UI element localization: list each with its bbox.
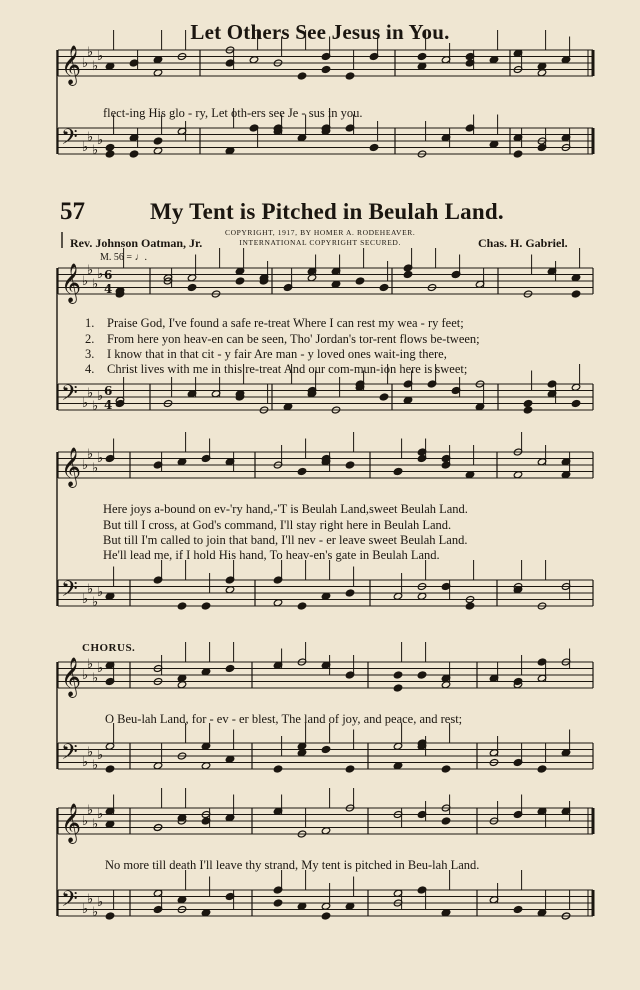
chorus-label: CHORUS. <box>82 642 136 654</box>
svg-text:4: 4 <box>104 398 113 412</box>
verse-3-line-1: 3. I know that in that cit - y fair Are man - y loved ones wait-ing there, <box>85 347 447 361</box>
verse-1-line-1: 1. Praise God, I've found a safe re-treat Where I can rest my wea - ry feet; <box>85 316 464 330</box>
svg-text:♭: ♭ <box>92 143 99 158</box>
previous-hymn-lyric: flect-ing His glo - ry, Let oth-ers see Je - sus in you. <box>103 106 363 120</box>
svg-text:𝄢: 𝄢 <box>61 577 78 607</box>
author-credit: Rev. Johnson Oatman, Jr. <box>70 236 203 250</box>
chorus-line-1: O Beu-lah Land, for - ev - er blest, The land of joy, and peace, and rest; <box>105 712 463 726</box>
svg-text:♭: ♭ <box>82 396 89 411</box>
svg-text:♭: ♭ <box>92 277 99 292</box>
verse-1-line-2: Here joys a-bound on ev-'ry hand,-'T is Beulah Land,sweet Beulah Land. <box>103 502 468 516</box>
svg-text:♭: ♭ <box>97 451 104 466</box>
svg-text:𝄢: 𝄢 <box>61 887 78 917</box>
svg-text:♭: ♭ <box>87 130 94 145</box>
svg-text:♭: ♭ <box>82 56 89 71</box>
svg-text:♭: ♭ <box>92 59 99 74</box>
verse-2-line-1: 2. From here yon heav-en can be seen, Tho' Jordan's tor-rent flows be-tween; <box>85 332 480 346</box>
svg-text:♭: ♭ <box>97 585 104 600</box>
svg-text:♭: ♭ <box>87 657 94 672</box>
svg-text:𝄢: 𝄢 <box>61 740 78 770</box>
svg-text:♭: ♭ <box>82 274 89 289</box>
hymn-title: My Tent is Pitched in Beulah Land. <box>150 199 504 224</box>
svg-text:♭: ♭ <box>87 45 94 60</box>
svg-text:♭: ♭ <box>82 814 89 829</box>
svg-text:♭: ♭ <box>87 447 94 462</box>
svg-text:♭: ♭ <box>97 49 104 64</box>
svg-text:♭: ♭ <box>97 133 104 148</box>
svg-text:𝄢: 𝄢 <box>61 125 78 155</box>
svg-text:♭: ♭ <box>82 592 89 607</box>
svg-text:♭: ♭ <box>97 661 104 676</box>
previous-hymn-title: Let Others See Jesus in You. <box>190 20 450 44</box>
svg-text:♭: ♭ <box>82 140 89 155</box>
svg-text:♭: ♭ <box>87 582 94 597</box>
svg-text:4: 4 <box>104 282 113 296</box>
svg-text:♭: ♭ <box>87 892 94 907</box>
chorus-line-2: No more till death I'll leave thy strand, My tent is pitched in Beu-lah Land. <box>105 858 480 872</box>
svg-text:♭: ♭ <box>82 902 89 917</box>
composer-credit: Chas. H. Gabriel. <box>478 236 568 250</box>
svg-text:♭: ♭ <box>92 905 99 920</box>
svg-text:♭: ♭ <box>97 807 104 822</box>
svg-text:𝄞: 𝄞 <box>61 263 82 303</box>
svg-text:♭: ♭ <box>92 817 99 832</box>
svg-text:6: 6 <box>104 268 113 282</box>
svg-text:♭: ♭ <box>92 758 99 773</box>
svg-text:♭: ♭ <box>82 755 89 770</box>
verse-3-line-2: But till I'm called to join that band, I'll nev - er leave sweet Beulah Land. <box>103 533 468 547</box>
svg-text:𝄢: 𝄢 <box>61 381 78 411</box>
svg-text:♭: ♭ <box>92 595 99 610</box>
svg-text:♭: ♭ <box>97 389 104 404</box>
svg-text:♭: ♭ <box>82 668 89 683</box>
svg-text:♭: ♭ <box>92 461 99 476</box>
hymn-number: 57 <box>60 198 85 225</box>
svg-text:♭: ♭ <box>92 399 99 414</box>
verse-4-line-1: 4. Christ lives with me in this re-treat And our com-mun-ion here is sweet; <box>85 362 468 376</box>
svg-text:♭: ♭ <box>92 671 99 686</box>
svg-text:♭: ♭ <box>87 386 94 401</box>
svg-text:𝄞: 𝄞 <box>61 45 82 85</box>
svg-text:♭: ♭ <box>87 745 94 760</box>
svg-text:♭: ♭ <box>87 263 94 278</box>
svg-text:♭: ♭ <box>87 803 94 818</box>
metronome-mark: M. 56 = ♩. <box>100 252 148 263</box>
svg-text:𝄞: 𝄞 <box>61 447 82 487</box>
svg-text:𝄞: 𝄞 <box>61 657 82 697</box>
verse-2-line-2: But till I cross, at God's command, I'll stay right here in Beulah Land. <box>103 518 452 532</box>
copyright-notice: COPYRIGHT, 1917, BY HOMER A. RODEHEAVER. INTERNATIONAL COPYRIGHT SECURED. <box>225 228 416 247</box>
svg-text:♭: ♭ <box>82 458 89 473</box>
verse-4-line-2: He'll lead me, if I hold His hand, To heav-en's gate in Beulah Land. <box>103 548 440 562</box>
svg-text:♭: ♭ <box>97 748 104 763</box>
svg-text:6: 6 <box>104 384 113 398</box>
svg-text:𝄞: 𝄞 <box>61 803 82 843</box>
svg-text:♭: ♭ <box>97 267 104 282</box>
svg-text:♭: ♭ <box>97 895 104 910</box>
